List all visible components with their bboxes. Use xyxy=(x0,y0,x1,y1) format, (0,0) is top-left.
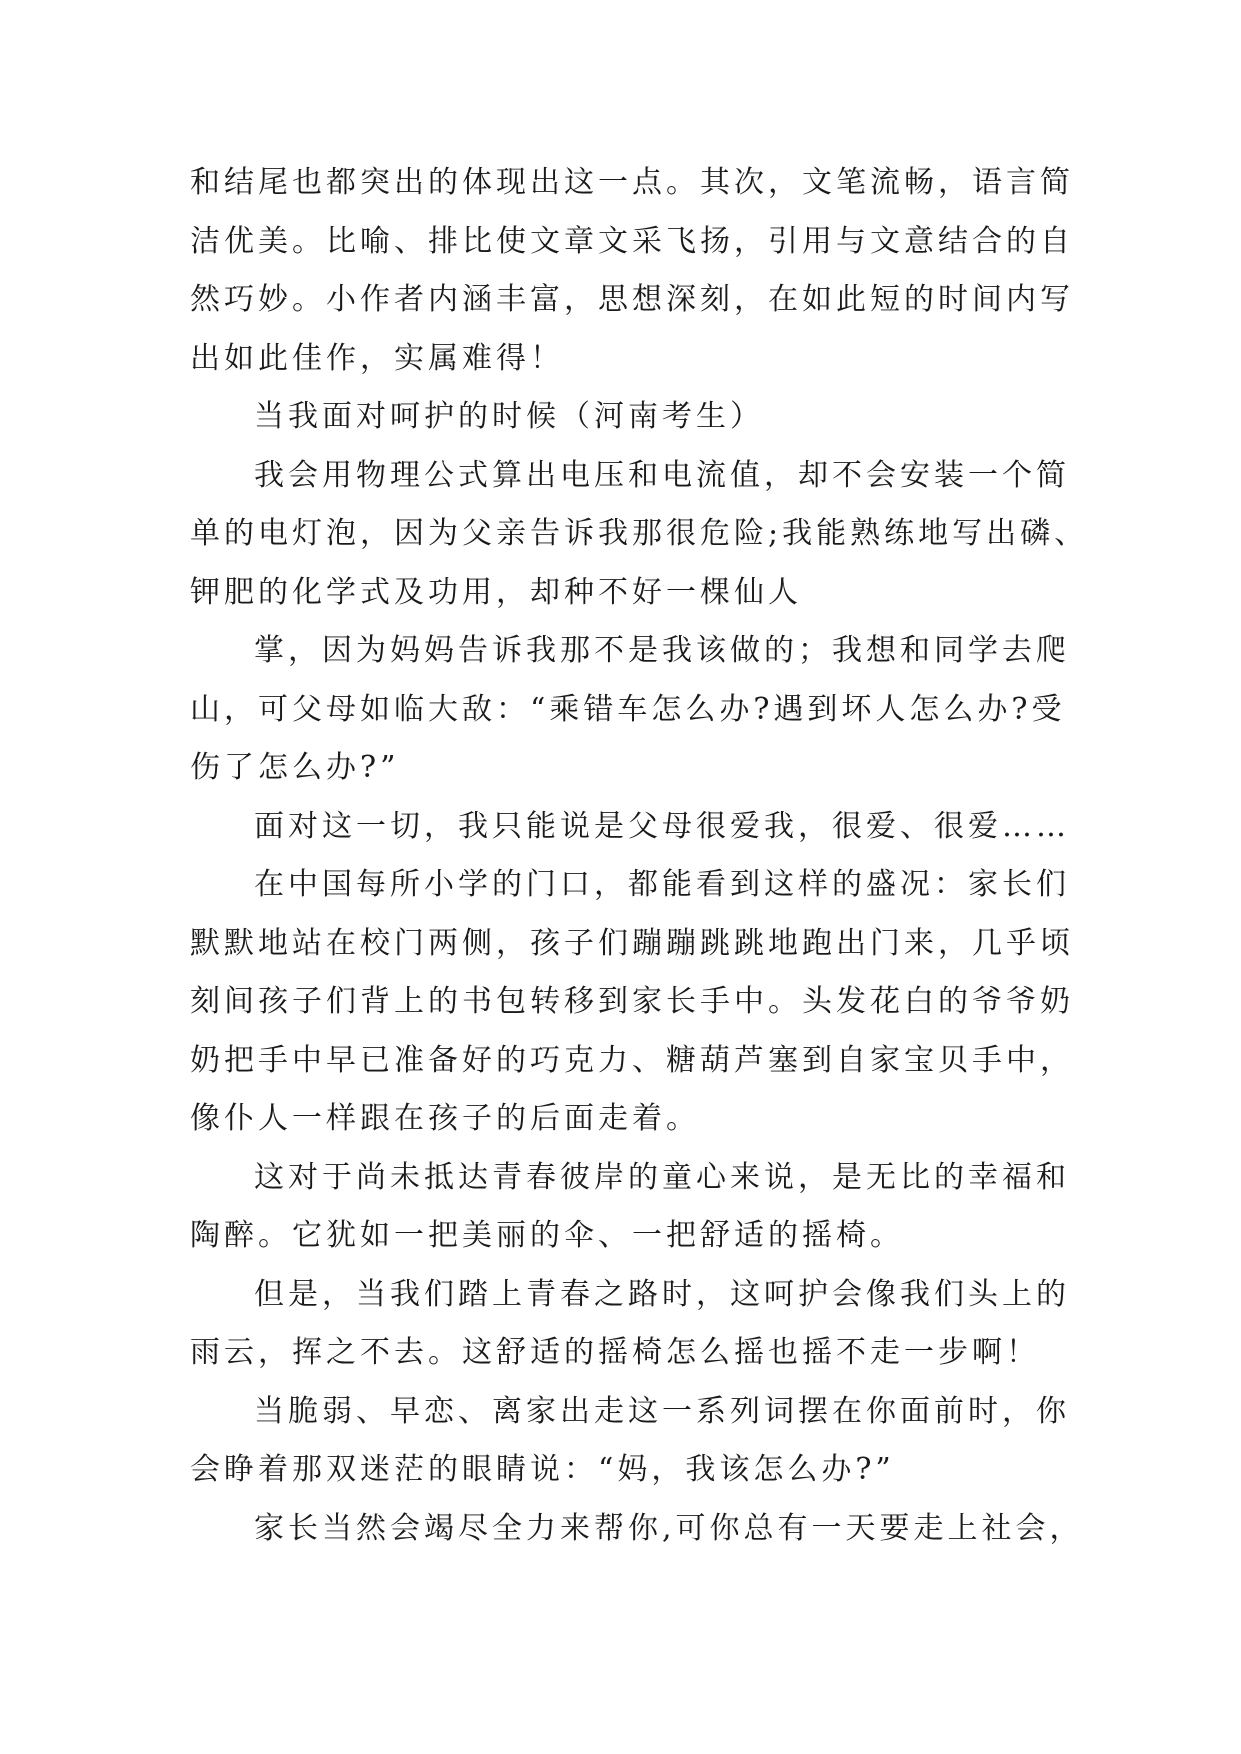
text-line: 刻间孩子们背上的书包转移到家长手中。头发花白的爷爷奶 xyxy=(190,984,1074,1019)
text-line: 雨云，挥之不去。这舒适的摇椅怎么摇也摇不走一步啊！ xyxy=(190,1335,1040,1370)
text-line: 家长当然会竭尽全力来帮你,可你总有一天要走上社会， xyxy=(254,1510,1084,1546)
text-line: 像仆人一样跟在孩子的后面走着。 xyxy=(190,1101,700,1136)
text-line: 山，可父母如临大敌：“乘错车怎么办?遇到坏人怎么办?受 xyxy=(190,691,1066,727)
text-line: 伤了怎么办?” xyxy=(190,750,400,785)
text-line: 这对于尚未抵达青春彼岸的童心来说，是无比的幸福和 xyxy=(254,1159,1070,1195)
text-line: 面对这一切，我只能说是父母很爱我，很爱、很爱…… xyxy=(254,808,1070,844)
text-line: 洁优美。比喻、排比使文章文采飞扬，引用与文意结合的自 xyxy=(190,223,1074,259)
text-line: 会睁着那双迷茫的眼睛说：“妈，我该怎么办?” xyxy=(190,1452,895,1487)
text-line: 掌，因为妈妈告诉我那不是我该做的；我想和同学去爬 xyxy=(254,633,1070,668)
text-line: 默默地站在校门两侧，孩子们蹦蹦跳跳地跑出门来，几乎顷 xyxy=(190,925,1074,961)
text-line: 出如此佳作，实属难得！ xyxy=(190,340,564,376)
text-line: 单的电灯泡，因为父亲告诉我那很危险;我能熟练地写出磷、 xyxy=(190,516,1089,551)
document-body xyxy=(190,154,1089,1558)
text-line: 然巧妙。小作者内涵丰富，思想深刻，在如此短的时间内写 xyxy=(190,282,1074,317)
text-line: 当脆弱、早恋、离家出走这一系列词摆在你面前时，你 xyxy=(254,1393,1070,1429)
text-line: 奶把手中早已准备好的巧克力、糖葫芦塞到自家宝贝手中， xyxy=(190,1042,1074,1078)
text-line: 和结尾也都突出的体现出这一点。其次，文笔流畅，语言简 xyxy=(190,165,1074,200)
text-line: 我会用物理公式算出电压和电流值，却不会安装一个简 xyxy=(254,457,1070,493)
text-line: 钾肥的化学式及功用，却种不好一棵仙人 xyxy=(190,574,802,610)
text-line: 在中国每所小学的门口，都能看到这样的盛况：家长们 xyxy=(254,867,1070,902)
essay-title: 当我面对呵护的时候（河南考生） xyxy=(254,399,764,434)
text-line: 陶醉。它犹如一把美丽的伞、一把舒适的摇椅。 xyxy=(190,1218,904,1253)
text-line: 但是，当我们踏上青春之路时，这呵护会像我们头上的 xyxy=(254,1276,1070,1312)
